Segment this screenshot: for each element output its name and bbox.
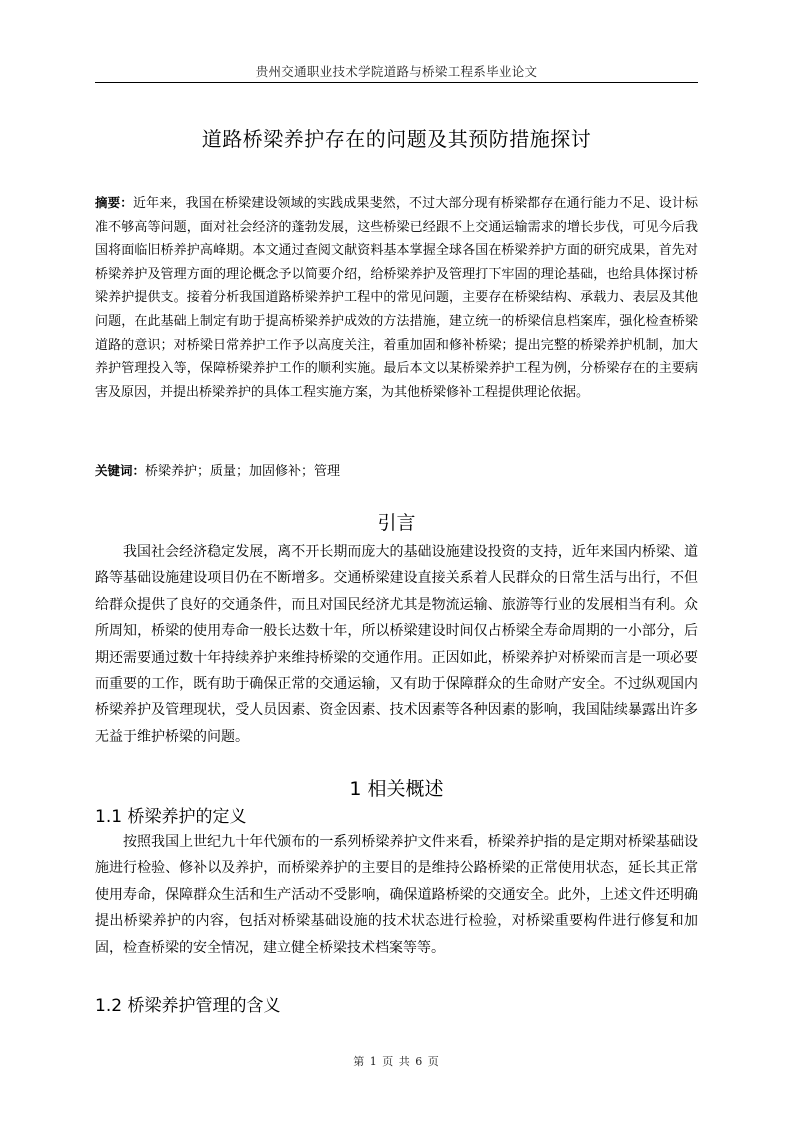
section-1-heading: 1 相关概述: [349, 778, 444, 800]
keywords-text: 桥梁养护；质量；加固修补；管理: [145, 464, 341, 479]
introduction-paragraph: 我国社会经济稳定发展，离不开长期而庞大的基础设施建设投资的支持，近年来国内桥梁、道路等基础设施建设项目仍在不断增多。交通桥梁建设直接关系着人民群众的日常生活与出行，不但给群众提供了良好的交通条件，而且对国民经济尤其是物流运输、旅游等行业的发展相当有利。众所周知，桥梁的使用寿命一般长达数十年，所以桥梁建设时间仅占桥梁全寿命周期的一小部分，后期还需要通过数十年持续养护来维持桥梁的交通作用。正因如此，桥梁养护对桥梁而言是一项必要而重要的工作，既有助于确保正常的交通运输，又有助于保障群众的生命财产安全。不过纵观国内桥梁养护及管理现状，受人员因素、资金因素、技术因素等各种因素的影响，我国陆续暴露出许多无益于维护桥梁的问题。: [95, 544, 698, 745]
running-header: 贵州交通职业技术学院道路与桥梁工程系毕业论文: [255, 64, 538, 79]
page-number-footer: 第 1 页 共 6 页: [353, 1055, 440, 1068]
keywords: [95, 459, 698, 483]
keywords-label: 关键词：: [95, 463, 146, 478]
abstract-label: 摘要：: [95, 195, 133, 210]
section-1-2-heading: 1.2 桥梁养护管理的含义: [95, 996, 281, 1016]
abstract-text: 近年来，我国在桥梁建设领域的实践成果斐然，不过大部分现有桥梁都存在通行能力不足、设计标准不够高等问题，面对社会经济的蓬勃发展，这些桥梁已经跟不上交通运输需求的增长步伐，可见今后我国将面临旧桥养护高峰期。本文通过查阅文献资料基本掌握全球各国在桥梁养护方面的研究成果，首先对桥梁养护及管理方面的理论概念予以简要介绍，给桥梁养护及管理打下牢固的理论基础，也给具体探讨桥梁养护提供支。接着分析我国道路桥梁养护工程中的常见问题，主要存在桥梁结构、承载力、表层及其他问题，在此基础上制定有助于提高桥梁养护成效的方法措施，建立统一的桥梁信息档案库，强化检查桥梁道路的意识；对桥梁日常养护工作予以高度关注，着重加固和修补桥梁；提出完整的桥梁养护机制，加大养护管理投入等，保障桥梁养护工作的顺利实施。最后本文以某桥梁养护工程为例，分桥梁存在的主要病害及原因，并提出桥梁养护的具体工程实施方案，为其他桥梁修补工程提供理论依据。: [95, 196, 698, 400]
introduction-heading: 引言: [377, 512, 416, 534]
paper-title: 道路桥梁养护存在的问题及其预防措施探讨: [201, 127, 592, 151]
section-1-1-paragraph: 按照我国上世纪九十年代颁布的一系列桥梁养护文件来看，桥梁养护指的是定期对桥梁基础设施进行检验、修补以及养护，而桥梁养护的主要目的是维持公路桥梁的正常使用状态，延长其正常使用寿命，保障群众生活和生产活动不受影响，确保道路桥梁的交通安全。此外，上述文件还明确提出桥梁养护的内容，包括对桥梁基础设施的技术状态进行检验，对桥梁重要构件进行修复和加固，检查桥梁的安全情况，建立健全桥梁技术档案等等。: [95, 834, 698, 956]
abstract: [95, 191, 698, 404]
header-rule: [95, 82, 698, 83]
section-1-1-heading: 1.1 桥梁养护的定义: [95, 807, 247, 827]
